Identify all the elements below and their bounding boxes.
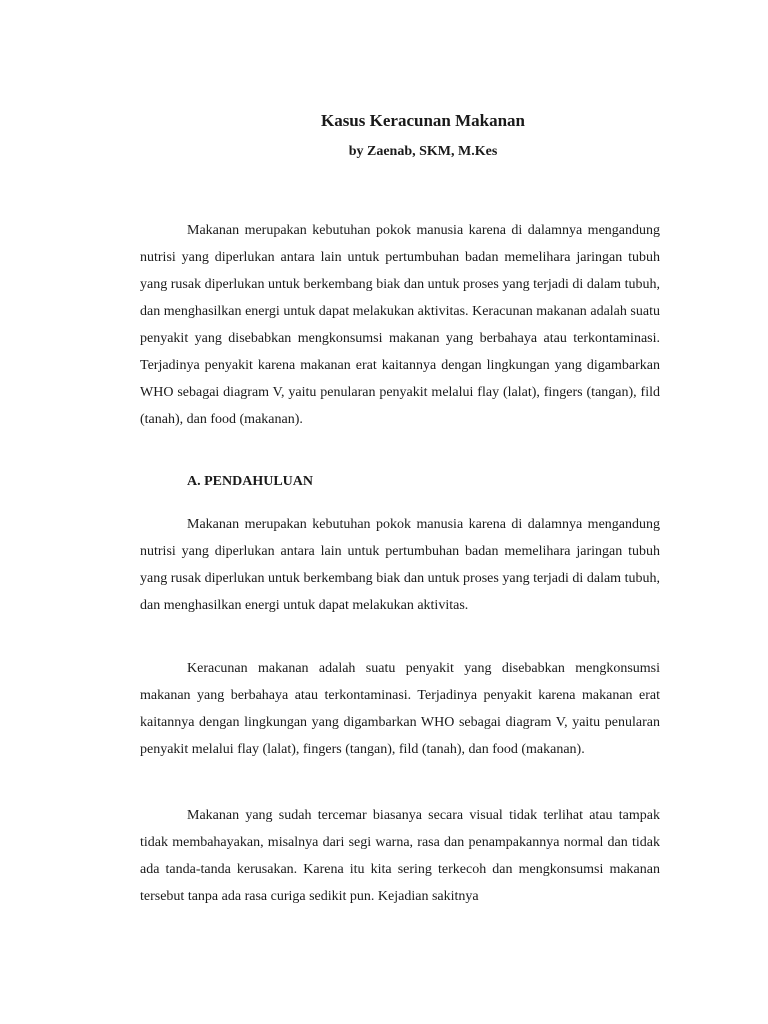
document-author: by Zaenab, SKM, M.Kes (348, 144, 498, 159)
section-paragraph-1: Makanan merupakan kebutuhan pokok manusia karena di dalamnya mengandung nutrisi yang diperlukan antara lain untuk pertumbuhan badan memelihara jaringan tubuh yang rusak diperlukan untuk berkembang biak dan untuk proses yang terjadi di dalam tubuh, dan menghasilkan energi untuk dapat melakukan aktivitas. (140, 517, 660, 613)
intro-paragraph: Makanan merupakan kebutuhan pokok manusia karena di dalamnya mengandung nutrisi yang diperlukan antara lain untuk pertumbuhan badan memelihara jaringan tubuh yang rusak diperlukan untuk berkembang biak dan untuk proses yang terjadi di dalam tubuh, dan menghasilkan energi untuk dapat melakukan aktivitas. Keracunan makanan adalah suatu penyakit yang disebabkan mengkonsumsi makanan yang berbahaya atau terkontaminasi. Terjadinya penyakit karena makanan erat kaitannya dengan lingkungan yang digambarkan WHO sebagai diagram V, yaitu penularan penyakit melalui flay (lalat), fingers (tangan), fild (tanah), dan food (makanan). (140, 223, 660, 427)
section-paragraph-2: Keracunan makanan adalah suatu penyakit yang disebabkan mengkonsumsi makanan yang berbahaya atau terkontaminasi. Terjadinya penyakit karena makanan erat kaitannya dengan lingkungan yang digambarkan WHO sebagai diagram V, yaitu penularan penyakit melalui flay (lalat), fingers (tangan), fild (tanah), dan food (makanan). (140, 661, 660, 757)
section-heading: A. PENDAHULUAN (187, 474, 313, 489)
section-paragraph-3: Makanan yang sudah tercemar biasanya secara visual tidak terlihat atau tampak tidak membahayakan, misalnya dari segi warna, rasa dan penampakannya normal dan tidak ada tanda-tanda kerusakan. Karena itu kita sering terkecoh dan mengkonsumsi makanan tersebut tanpa ada rasa curiga sedikit pun. Kejadian sakitnya (140, 808, 660, 904)
document-title: Kasus Keracunan Makanan (320, 111, 526, 130)
